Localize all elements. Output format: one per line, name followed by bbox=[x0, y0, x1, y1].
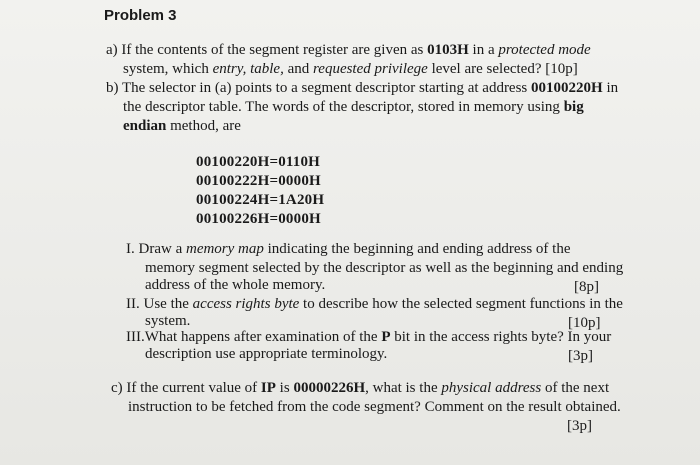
question-1-emphasis: memory map bbox=[185, 241, 264, 257]
part-a-text: level are selected? [10p] bbox=[427, 61, 578, 77]
part-c-text: c) If the current value of bbox=[111, 380, 261, 396]
segment-register-value: 0103H bbox=[427, 42, 469, 58]
question-1-text: I. Draw a bbox=[126, 241, 186, 257]
question-2-text: II. Use the bbox=[126, 296, 193, 312]
question-1-line-2: memory segment selected by the descriptor as well as the beginning and ending bbox=[145, 260, 624, 276]
part-b-line-3 bbox=[123, 117, 241, 135]
part-b-text: the descriptor table. The words of the descriptor, stored in memory using bbox=[123, 99, 564, 115]
descriptor-word-3: 00100224H=1A20H bbox=[196, 192, 325, 208]
part-b-line-1 bbox=[106, 79, 618, 97]
part-c-emphasis: IP bbox=[260, 380, 276, 396]
problem-title: Problem 3 bbox=[104, 7, 177, 24]
part-b-text: method, are bbox=[166, 118, 241, 134]
ip-value: 00000226H bbox=[293, 380, 366, 396]
part-b-line-2 bbox=[123, 98, 584, 116]
part-c-points: [3p] bbox=[567, 418, 592, 434]
question-2-emphasis: access rights byte bbox=[192, 296, 300, 312]
part-a-text: system, which bbox=[123, 61, 213, 77]
part-b-text: b) The selector in (a) points to a segment descriptor starting at address bbox=[106, 80, 532, 96]
part-c-line-2: instruction to be fetched from the code segment? Comment on the result obtained. bbox=[128, 399, 621, 415]
part-b-text: in bbox=[602, 80, 619, 96]
part-b-emphasis: endian bbox=[123, 118, 167, 134]
descriptor-address: 00100220H bbox=[531, 80, 603, 96]
part-a-emphasis: requested privilege bbox=[313, 61, 428, 77]
descriptor-word-2: 00100222H=0000H bbox=[196, 173, 321, 189]
question-1-line-3: address of the whole memory. bbox=[145, 277, 326, 293]
question-3-points: [3p] bbox=[568, 348, 593, 364]
descriptor-word-1: 00100220H=0110H bbox=[196, 154, 321, 170]
part-a-line-1 bbox=[106, 41, 591, 59]
question-3-text: bit in the access rights byte? In your bbox=[390, 329, 612, 345]
part-a-line-2 bbox=[123, 60, 578, 78]
question-2-text: to describe how the selected segment functions in the bbox=[299, 296, 623, 312]
part-a-text: a) If the contents of the segment register are given as bbox=[106, 42, 428, 58]
question-2-line-2: system. bbox=[145, 313, 191, 329]
question-2-points: [10p] bbox=[568, 315, 601, 331]
part-c-emphasis: physical address bbox=[441, 380, 542, 396]
part-c-text: is bbox=[275, 380, 294, 396]
question-1-points: [8p] bbox=[574, 279, 599, 295]
part-a-text: in a bbox=[468, 42, 499, 58]
part-a-emphasis: entry, table, bbox=[212, 61, 284, 77]
part-a-emphasis: protected mode bbox=[498, 42, 591, 58]
descriptor-word-4: 00100226H=0000H bbox=[196, 211, 321, 227]
part-b-emphasis: big bbox=[563, 99, 584, 115]
question-3-text: III.What happens after examination of the bbox=[126, 329, 382, 345]
question-2-line-1 bbox=[126, 295, 623, 313]
question-1-text: indicating the beginning and ending address of the bbox=[263, 241, 571, 257]
question-3-line-1 bbox=[126, 328, 611, 346]
question-1-line-1 bbox=[126, 240, 570, 258]
p-bit-label: P bbox=[381, 329, 391, 345]
part-c-line-1 bbox=[111, 379, 609, 397]
question-3-line-2: description use appropriate terminology. bbox=[145, 346, 388, 362]
part-c-text: , what is the bbox=[365, 380, 442, 396]
part-c-text: of the next bbox=[541, 380, 610, 396]
part-a-text: and bbox=[283, 61, 313, 77]
